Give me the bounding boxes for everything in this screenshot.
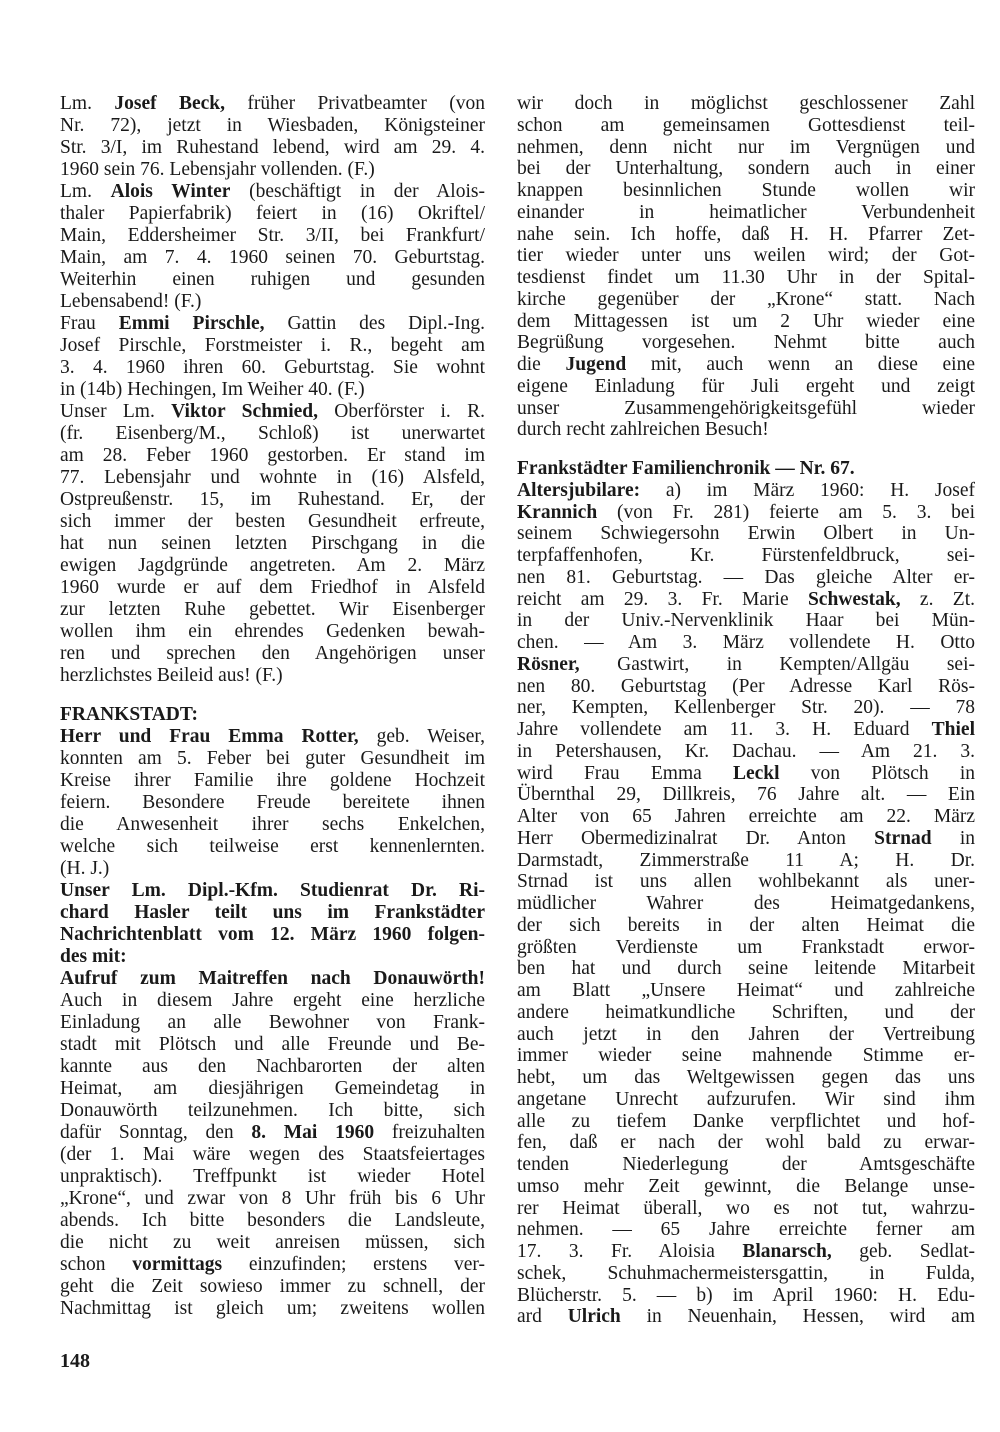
bold-name: 8. Mai 1960 [251,1122,375,1143]
text-line [60,704,485,726]
bold-name: Schwestak, [807,588,901,610]
section-gap [60,687,485,704]
paragraph [60,181,485,313]
text-line: schon am gemeinsamen Gottesdienst teil- [517,114,975,136]
text-line: Darmstadt, Zimmerstraße 11 A; H. Dr. [517,849,975,871]
paragraph [60,880,485,968]
text-line: kannte aus den Nachbarorten der alten [60,1056,485,1077]
paragraph [60,313,485,401]
paragraph [60,968,485,1320]
bold-name: Unser Lm. Dipl.-Kfm. Studienrat Dr. Ri- [60,880,485,901]
text-line: konnten am 5. Feber bei guter Gesundheit im [60,748,485,769]
text-line: umso mehr Zeit gewinnt, die Belange unse- [517,1175,975,1197]
text-line: Lm. Josef Beck, früher Privatbeamter (von [60,93,485,114]
text-line: nahe sein. Ich hoffe, daß H. H. Pfarrer Zet- [517,223,975,245]
section-heading [517,458,975,480]
text-line: Begrüßung vorgesehen. Nehmt bitte auch [517,332,975,354]
text-line: ben hat und durch seine leitende Mitarbeit [517,958,975,980]
text-line: 3. 4. 1960 ihren 60. Geburtstag. Sie wohnt [60,357,485,378]
text-line: schon vormittags einzufinden; erstens ver- [60,1254,485,1275]
text-line: Einladung an alle Bewohner von Frank- [60,1012,485,1033]
text-line: am 28. Feber 1960 gestorben. Er stand im [60,445,485,466]
text-line: Nachmittag ist gleich um; zweitens wollen [60,1298,485,1319]
text-line: hebt, um das Weltgewissen gegen das uns [517,1067,975,1088]
text-line [60,946,485,968]
bold-name: Josef Beck, [114,93,226,114]
bold-name: vormittags [132,1254,223,1275]
text-line: Alter von 65 Jahren erreichte am 22. März [517,806,975,827]
left-column [60,93,485,1320]
paragraph [60,726,485,880]
text-line: 17. 3. Fr. Aloisia Blanarsch, geb. Sedlat- [517,1241,975,1262]
text-line: in der Univ.-Nervenklinik Haar bei Mün- [517,610,975,632]
text-line: geht die Zeit sowieso immer zu schnell, der [60,1276,485,1297]
text-line: seinem Schwiegersohn Erwin Olbert in Un- [517,523,975,545]
bold-name: Herr und Frau Emma Rotter, [60,726,359,747]
bold-name: Viktor Schmied, [171,401,318,422]
text-line: bei der Unterhaltung, sondern auch in einer [517,158,975,180]
text-line: Str. 3/I, im Ruhestand lebend, wird am 29. 4. [60,137,485,158]
text-line: Herr Obermedizinalrat Dr. Anton Strnad in [517,827,975,849]
text-line: alle zu tiefem Danke verpflichtet und hof- [517,1110,975,1132]
text-line: 1960 wurde er auf dem Friedhof in Alsfeld [60,577,485,598]
text-line: Weiterhin einen ruhigen und gesunden [60,269,485,290]
text-line: am Blatt „Unsere Heimat“ und zahlreiche [517,980,975,1001]
text-line: nen 81. Geburtstag. — Das gleiche Alter er- [517,566,975,588]
paragraph [60,401,485,687]
text-line: 77. Lebensjahr und wohnte in (16) Alsfeld, [60,467,485,488]
bold-name: FRANKSTADT: [60,704,198,725]
text-line: durch recht zahlreichen Besuch! [517,419,769,441]
text-line: tenden Niederlegung der Amtsgeschäfte [517,1154,975,1175]
text-line: schek, Schuhmachermeistersgattin, in Fulda, [517,1262,975,1284]
text-line: Auch in diesem Jahre ergeht eine herzliche [60,990,485,1011]
text-line: „Krone“, und zwar von 8 Uhr früh bis 6 Uhr [60,1188,485,1209]
text-line: nehmen. — 65 Jahre erreichte ferner am [517,1219,975,1241]
text-line: Josef Pirschle, Forstmeister i. R., begeht am [60,335,485,356]
text-line: nehmen, denn nicht nur im Vergnügen und [517,136,975,158]
text-line: Unser Lm. Viktor Schmied, Oberförster i. R. [60,401,485,422]
bold-name: Krannich [517,501,598,523]
text-line: immer wieder seine mahnende Stimme er- [517,1045,975,1067]
text-line: die Jugend mit, auch wenn an diese eine [517,354,975,375]
text-line: Main, Eddersheimer Str. 3/II, bei Frankfurt/ [60,225,485,246]
text-line: dem Mittagessen ist um 2 Uhr wieder eine [517,310,975,332]
text-line: Strnad ist uns allen wohlbekannt als uner- [517,871,975,893]
text-line: zur letzten Ruhe gebettet. Wir Eisenberger [60,599,485,620]
text-line: ren und sprechen den Angehörigen unser [60,643,485,664]
text-line: größten Verdienste um Frankstadt erwor- [517,936,975,958]
text-line: Donauwörth teilzunehmen. Ich bitte, sich [60,1100,485,1121]
text-line: andere heimatkundliche Schriften, und der [517,1001,975,1023]
paragraph [517,93,975,441]
text-line: unpraktisch). Treffpunkt ist wieder Hotel [60,1166,485,1187]
text-line: Lebensabend! (F.) [60,291,202,312]
text-line: Herr und Frau Emma Rotter, geb. Weiser, [60,726,485,747]
text-line: nen 80. Geburtstag (Per Adresse Karl Rös- [517,675,975,697]
text-line: rer Heimat überall, wo es not tut, wahrzu- [517,1197,975,1219]
paragraph [517,480,975,1328]
text-line: Altersjubilare: a) im März 1960: H. Josef [517,479,975,501]
text-line: tier wieder unter uns weilen wird; der Got- [517,245,975,267]
section-heading [60,704,485,726]
bold-name: chard Hasler teilt uns im Frankstädter [60,902,485,923]
text-line: sich immer der besten Gesundheit erfreute, [60,511,485,532]
bold-name: Blanarsch, [742,1241,832,1262]
right-column [517,93,975,1328]
text-line [60,924,485,946]
text-line: die Anwesenheit ihrer sechs Enkelchen, [60,814,485,835]
text-line: in Petershausen, Kr. Dachau. — Am 21. 3. [517,740,975,762]
text-line [517,458,975,480]
text-line: Main, am 7. 4. 1960 seinen 70. Geburtstag. [60,247,485,268]
bold-name: Nachrichtenblatt vom 12. März 1960 folgen- [60,924,485,945]
text-line: Blücherstr. 5. — b) im April 1960: H. Edu- [517,1284,975,1306]
paragraph [60,93,485,181]
bold-name: Leckl [732,762,780,784]
text-line [60,968,485,990]
text-line: fen, daß er nach der wohl bald zu erwar- [517,1132,975,1154]
text-line: die nicht zu weit anreisen müssen, sich [60,1232,485,1253]
text-line: Rösner, Gastwirt, in Kempten/Allgäu sei- [517,653,975,675]
text-line: Krannich (von Fr. 281) feierte am 5. 3. bei [517,501,975,523]
text-line: feiern. Besondere Freude bereitete ihnen [60,792,485,813]
bold-name: Aufruf zum Maitreffen nach Donauwörth! [60,968,485,989]
bold-name: Alois Winter [110,181,231,202]
text-line: ewigen Jagdgründe angetreten. Am 2. März [60,555,485,576]
text-line: Übernthal 29, Dillkreis, 76 Jahre alt. — Ein [517,784,975,806]
text-line: Frau Emmi Pirschle, Gattin des Dipl.-Ing. [60,313,486,334]
text-line: in (14b) Hechingen, Im Weiher 40. (F.) [60,379,365,400]
text-line [60,902,485,924]
text-line: reicht am 29. 3. Fr. Marie Schwestak, z. Zt. [517,588,975,610]
text-line: hat nun seinen letzten Pirschgang in die [60,533,485,554]
page-number: 148 [60,1350,90,1372]
text-line: chen. — Am 3. März vollendete H. Otto [517,632,975,653]
text-line: eigene Einladung für Juli ergeht und zeigt [517,375,975,397]
text-line: Ostpreußenstr. 15, im Ruhestand. Er, der [60,489,485,510]
text-line: kirche gegenüber der „Krone“ statt. Nach [517,288,975,310]
bold-name: Frankstädter Familienchronik — Nr. 67. [517,458,855,479]
text-line: auch jetzt in den Jahren der Vertreibung [517,1023,975,1045]
text-line: Lm. Alois Winter (beschäftigt in der Alois- [60,181,485,202]
text-line: welche sich teilweise erst kennenlernten. [60,836,485,857]
text-line: wollen ihm ein ehrendes Gedenken bewah- [60,621,485,642]
text-line [60,880,485,902]
text-line: Jahre vollendete am 11. 3. H. Eduard Thiel [517,719,975,740]
text-line: knappen besinnlichen Stunde wollen wir [517,180,975,201]
text-line: (H. J.) [60,858,110,879]
text-line: Heimat, am diesjährigen Gemeindetag in [60,1078,485,1099]
text-line: angetane Unrecht aufzurufen. Wir sind ihm [517,1088,975,1110]
text-line: 1960 sein 76. Lebensjahr vollenden. (F.) [60,159,375,180]
text-line: unser Zusammengehörigkeitsgefühl wieder [517,397,975,419]
text-line: wird Frau Emma Leckl von Plötsch in [517,762,976,784]
text-line: ard Ulrich in Neuenhain, Hessen, wird am [517,1306,975,1328]
text-line: tesdienst findet um 11.30 Uhr in der Spital- [517,267,975,288]
text-line: wir doch in möglichst geschlossener Zahl [517,93,975,114]
bold-name: Jugend [565,354,627,375]
bold-name: des mit: [60,946,127,967]
text-line: (fr. Eisenberg/M., Schloß) ist unerwartet [60,423,485,444]
text-line: einander in heimatlicher Verbundenheit [517,201,975,223]
text-line: ner, Kempten, Kellenberger Str. 20). — 78 [517,697,975,719]
text-line: Kreise ihrer Familie ihre goldene Hochzeit [60,770,485,791]
text-line: dafür Sonntag, den 8. Mai 1960 freizuhalten [60,1122,485,1143]
text-line: thaler Papierfabrik) feiert in (16) Okriftel/ [60,203,485,224]
text-line: herzlichstes Beileid aus! (F.) [60,665,283,686]
text-line: müdlicher Wahrer des Heimatgedankens, [517,893,975,914]
bold-name: Emmi Pirschle, [118,313,265,334]
text-line: der sich bereits in der alten Heimat die [517,914,975,936]
section-gap [517,441,975,458]
bold-name: Rösner, [517,653,580,675]
text-line: Nr. 72), jetzt in Wiesbaden, Königsteiner [60,115,485,136]
text-line: terpfaffenhofen, Kr. Fürstenfeldbruck, sei- [517,545,975,566]
text-line: abends. Ich bitte besonders die Landsleute, [60,1210,485,1231]
bold-name: Thiel [931,719,975,740]
bold-name: Altersjubilare: [517,479,641,501]
bold-name: Strnad [874,827,932,849]
bold-name: Ulrich [567,1306,621,1328]
text-line: (der 1. Mai wäre wegen des Staatsfeiertages [60,1144,485,1165]
text-line: stadt mit Plötsch und alle Freunde und Be- [60,1034,485,1055]
